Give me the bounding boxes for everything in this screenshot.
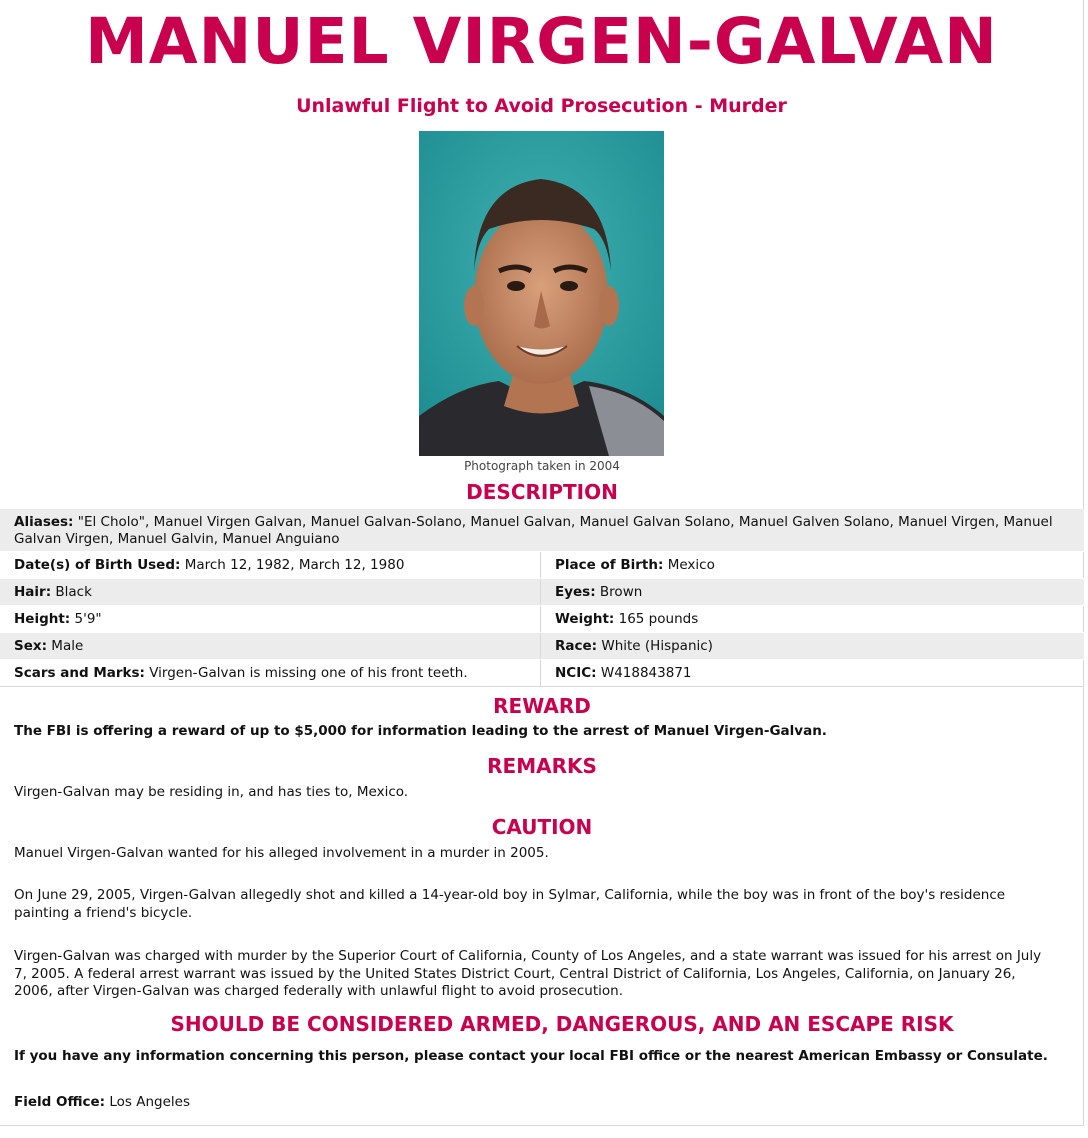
table-row xyxy=(0,579,1084,606)
scars-cell xyxy=(0,660,541,686)
scars-label: Scars and Marks: xyxy=(14,665,145,681)
remarks-text: Virgen-Galvan may be residing in, and has ties to, Mexico. xyxy=(14,784,409,800)
height-cell xyxy=(0,606,541,632)
dob-label: Date(s) of Birth Used: xyxy=(14,557,181,573)
caution-heading: CAUTION xyxy=(491,815,593,839)
hair-label: Hair: xyxy=(14,584,52,600)
eyes-cell xyxy=(541,579,1084,605)
portrait-image xyxy=(419,131,664,456)
caution-paragraph-2: On June 29, 2005, Virgen-Galvan allegedly shot and killed a 14-year-old boy in Sylmar, California, while the boy was in front of the boy's residence painting a friend's bicycle. xyxy=(14,887,1006,921)
dob-cell xyxy=(0,552,541,578)
aliases-value: "El Cholo", Manuel Virgen Galvan, Manuel Galvan-Solano, Manuel Galvan, Manuel Galvan Solano, Manuel Galven Solano, Manuel Virgen, Manuel Galvan Virgen, Manuel Galvin, Manuel Anguiano xyxy=(14,514,1053,547)
caution-paragraph-3: Virgen-Galvan was charged with murder by the Superior Court of California, County of Los Angeles, and a state warrant was issued for his arrest on July 7, 2005. A federal arrest warrant was issued by the United States District Court, Central District of California, Los Angeles, California, on January 26, 2006, after Virgen-Galvan was charged federally with unlawful flight to avoid prosecution. xyxy=(14,948,1042,999)
reward-text: The FBI is offering a reward of up to $5,000 for information leading to the arrest of Manuel Virgen-Galvan. xyxy=(14,723,827,739)
table-row xyxy=(0,633,1084,660)
caution-paragraph-1: Manuel Virgen-Galvan wanted for his alleged involvement in a murder in 2005. xyxy=(14,845,549,861)
fugitive-name: MANUEL VIRGEN-GALVAN xyxy=(85,5,998,78)
race-label: Race: xyxy=(555,638,598,654)
ncic-value: W418843871 xyxy=(600,665,692,681)
eyes-label: Eyes: xyxy=(555,584,596,600)
birthplace-label: Place of Birth: xyxy=(555,557,664,573)
sex-label: Sex: xyxy=(14,638,47,654)
contact-text: If you have any information concerning this person, please contact your local FBI office or the nearest American Embassy or Consulate. xyxy=(14,1048,1048,1064)
hair-value: Black xyxy=(55,584,92,600)
race-value: White (Hispanic) xyxy=(601,638,713,654)
aliases-cell xyxy=(0,509,1084,551)
sex-cell xyxy=(0,633,541,659)
weight-label: Weight: xyxy=(555,611,615,627)
ncic-cell xyxy=(541,660,1084,686)
height-label: Height: xyxy=(14,611,71,627)
reward-heading: REWARD xyxy=(493,694,591,718)
field-office-value: Los Angeles xyxy=(109,1094,191,1110)
photo-caption: Photograph taken in 2004 xyxy=(464,459,620,473)
aliases-label: Aliases: xyxy=(14,514,74,530)
table-row xyxy=(0,509,1084,552)
dob-value: March 12, 1982, March 12, 1980 xyxy=(184,557,405,573)
table-row xyxy=(0,552,1084,579)
weight-cell xyxy=(541,606,1084,632)
fugitive-photo xyxy=(419,131,664,456)
charge-subtitle: Unlawful Flight to Avoid Prosecution - Murder xyxy=(296,95,787,117)
race-cell xyxy=(541,633,1084,659)
height-value: 5'9" xyxy=(74,611,102,627)
hair-cell xyxy=(0,579,541,605)
table-row xyxy=(0,660,1084,687)
scars-value: Virgen-Galvan is missing one of his front teeth. xyxy=(149,665,468,681)
description-heading: DESCRIPTION xyxy=(466,480,618,504)
weight-value: 165 pounds xyxy=(618,611,699,627)
sex-value: Male xyxy=(51,638,84,654)
ncic-label: NCIC: xyxy=(555,665,597,681)
birthplace-cell xyxy=(541,552,1084,578)
eyes-value: Brown xyxy=(599,584,643,600)
description-table xyxy=(0,509,1084,687)
field-office-label: Field Office: xyxy=(14,1094,106,1110)
birthplace-value: Mexico xyxy=(667,557,715,573)
table-row xyxy=(0,606,1084,633)
armed-warning: SHOULD BE CONSIDERED ARMED, DANGEROUS, AND AN ESCAPE RISK xyxy=(170,1012,954,1036)
field-office xyxy=(14,1094,1054,1112)
remarks-heading: REMARKS xyxy=(487,754,597,778)
